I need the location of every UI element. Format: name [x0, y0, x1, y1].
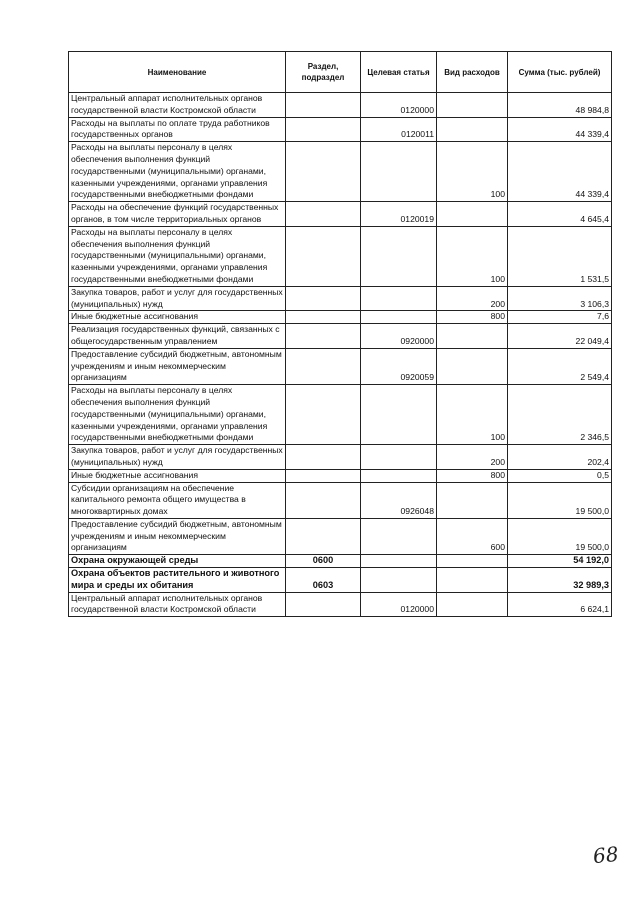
- row-sum: 22 049,4: [508, 324, 612, 349]
- row-name: Иные бюджетные ассигнования: [69, 311, 286, 324]
- row-expense-type: 800: [437, 469, 508, 482]
- row-target-code: [361, 555, 437, 568]
- row-section: [286, 385, 361, 445]
- row-name: Центральный аппарат исполнительных органов государственной власти Костромской области: [69, 93, 286, 118]
- table-row: [69, 592, 612, 617]
- row-section: [286, 226, 361, 286]
- row-sum: 2 549,4: [508, 348, 612, 384]
- row-section: [286, 445, 361, 470]
- row-section: [286, 142, 361, 202]
- table-row: [69, 482, 612, 518]
- row-sum: 3 106,3: [508, 286, 612, 311]
- header-section: Раздел, подраздел: [286, 52, 361, 93]
- row-section: [286, 202, 361, 227]
- row-expense-type: 200: [437, 445, 508, 470]
- row-sum: 44 339,4: [508, 142, 612, 202]
- row-sum: 1 531,5: [508, 226, 612, 286]
- row-target-code: 0120011: [361, 117, 437, 142]
- header-target: Целевая статья: [361, 52, 437, 93]
- row-target-code: [361, 385, 437, 445]
- row-expense-type: [437, 324, 508, 349]
- row-name: Расходы на обеспечение функций государственных органов, в том числе территориальных органов: [69, 202, 286, 227]
- row-name: Расходы на выплаты персоналу в целях обеспечения выполнения функций государственными (муниципальными) органами, казенными учреждениями, органами управления государственными внебюджетными фондами: [69, 226, 286, 286]
- row-name: Предоставление субсидий бюджетным, автономным учреждениям и иным некоммерческим организациям: [69, 348, 286, 384]
- row-target-code: 0120000: [361, 93, 437, 118]
- budget-table: [68, 51, 612, 617]
- row-expense-type: [437, 348, 508, 384]
- row-sum: 19 500,0: [508, 518, 612, 554]
- row-name: Реализация государственных функций, связанных с общегосударственным управлением: [69, 324, 286, 349]
- row-section: [286, 93, 361, 118]
- row-name: Охрана объектов растительного и животного мира и среды их обитания: [69, 568, 286, 593]
- row-sum: 44 339,4: [508, 117, 612, 142]
- row-expense-type: [437, 117, 508, 142]
- row-name: Центральный аппарат исполнительных органов государственной власти Костромской области: [69, 592, 286, 617]
- row-target-code: 0120000: [361, 592, 437, 617]
- budget-sheet: [68, 51, 612, 617]
- table-row: [69, 385, 612, 445]
- row-expense-type: 600: [437, 518, 508, 554]
- row-expense-type: 100: [437, 142, 508, 202]
- row-sum: 19 500,0: [508, 482, 612, 518]
- row-expense-type: [437, 202, 508, 227]
- table-row: [69, 469, 612, 482]
- header-type: Вид расходов: [437, 52, 508, 93]
- table-body: [69, 93, 612, 617]
- table-row: [69, 142, 612, 202]
- row-expense-type: [437, 93, 508, 118]
- row-expense-type: [437, 568, 508, 593]
- row-section: [286, 592, 361, 617]
- row-section: 0600: [286, 555, 361, 568]
- table-row: [69, 555, 612, 568]
- row-sum: 32 989,3: [508, 568, 612, 593]
- table-row: [69, 518, 612, 554]
- row-sum: 2 346,5: [508, 385, 612, 445]
- row-name: Расходы на выплаты по оплате труда работников государственных органов: [69, 117, 286, 142]
- row-section: 0603: [286, 568, 361, 593]
- row-target-code: [361, 226, 437, 286]
- row-name: Расходы на выплаты персоналу в целях обеспечения выполнения функций государственными (муниципальными) органами, казенными учреждениями, органами управления государственными внебюджетными фондами: [69, 385, 286, 445]
- row-section: [286, 324, 361, 349]
- row-target-code: [361, 469, 437, 482]
- row-target-code: [361, 518, 437, 554]
- row-expense-type: [437, 482, 508, 518]
- row-expense-type: 200: [437, 286, 508, 311]
- row-expense-type: 100: [437, 385, 508, 445]
- row-target-code: 0920000: [361, 324, 437, 349]
- table-row: [69, 226, 612, 286]
- row-section: [286, 348, 361, 384]
- row-sum: 4 645,4: [508, 202, 612, 227]
- row-sum: 48 984,8: [508, 93, 612, 118]
- table-row: [69, 568, 612, 593]
- row-target-code: [361, 311, 437, 324]
- row-name: Расходы на выплаты персоналу в целях обеспечения выполнения функций государственными (муниципальными) органами, казенными учреждениями, органами управления государственными внебюджетными фондами: [69, 142, 286, 202]
- table-row: [69, 93, 612, 118]
- table-header-row: [69, 52, 612, 93]
- row-expense-type: [437, 592, 508, 617]
- row-target-code: 0926048: [361, 482, 437, 518]
- row-target-code: 0120019: [361, 202, 437, 227]
- table-row: [69, 311, 612, 324]
- row-section: [286, 311, 361, 324]
- row-target-code: 0920059: [361, 348, 437, 384]
- row-section: [286, 117, 361, 142]
- row-name: Иные бюджетные ассигнования: [69, 469, 286, 482]
- row-name: Субсидии организациям на обеспечение капитального ремонта общего имущества в многоквартирных домах: [69, 482, 286, 518]
- row-expense-type: 800: [437, 311, 508, 324]
- row-sum: 6 624,1: [508, 592, 612, 617]
- row-section: [286, 469, 361, 482]
- row-section: [286, 482, 361, 518]
- row-section: [286, 286, 361, 311]
- table-row: [69, 286, 612, 311]
- row-target-code: [361, 286, 437, 311]
- header-name: Наименование: [69, 52, 286, 93]
- row-sum: 54 192,0: [508, 555, 612, 568]
- row-section: [286, 518, 361, 554]
- row-expense-type: 100: [437, 226, 508, 286]
- row-sum: 202,4: [508, 445, 612, 470]
- row-sum: 0,5: [508, 469, 612, 482]
- row-sum: 7,6: [508, 311, 612, 324]
- row-name: Предоставление субсидий бюджетным, автономным учреждениям и иным некоммерческим организациям: [69, 518, 286, 554]
- row-name: Закупка товаров, работ и услуг для государственных (муниципальных) нужд: [69, 286, 286, 311]
- row-target-code: [361, 142, 437, 202]
- table-row: [69, 202, 612, 227]
- row-target-code: [361, 445, 437, 470]
- table-row: [69, 348, 612, 384]
- table-row: [69, 324, 612, 349]
- row-expense-type: [437, 555, 508, 568]
- page-number: 68: [591, 841, 620, 869]
- row-name: Закупка товаров, работ и услуг для государственных (муниципальных) нужд: [69, 445, 286, 470]
- row-name: Охрана окружающей среды: [69, 555, 286, 568]
- header-sum: Сумма (тыс. рублей): [508, 52, 612, 93]
- table-row: [69, 117, 612, 142]
- row-target-code: [361, 568, 437, 593]
- table-row: [69, 445, 612, 470]
